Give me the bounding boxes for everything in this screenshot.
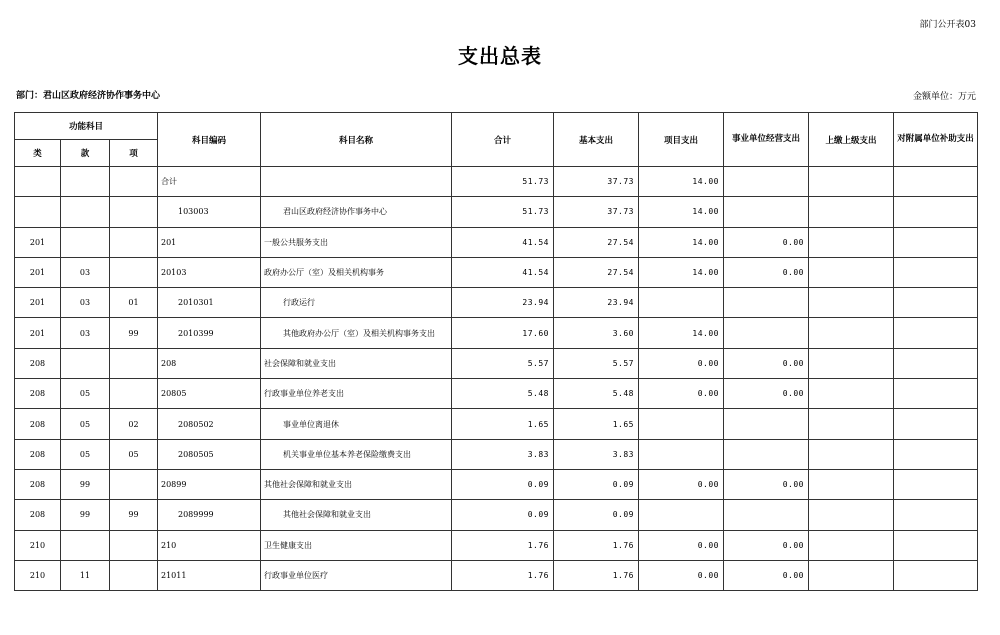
cell-name: 其他社会保障和就业支出 (261, 500, 452, 530)
cell-kuan (61, 530, 110, 560)
cell-xiang: 05 (110, 439, 158, 469)
cell-basic: 1.65 (554, 409, 639, 439)
cell-subsidy (894, 409, 978, 439)
cell-project: 0.00 (639, 348, 724, 378)
table-row (15, 500, 978, 530)
cell-xiang (110, 348, 158, 378)
cell-business: 0.00 (724, 348, 809, 378)
cell-xiang (110, 167, 158, 197)
cell-total: 51.73 (452, 167, 554, 197)
cell-subsidy (894, 560, 978, 590)
cell-lei (15, 197, 61, 227)
cell-basic: 37.73 (554, 197, 639, 227)
cell-name: 一般公共服务支出 (261, 227, 452, 257)
cell-xiang: 99 (110, 500, 158, 530)
cell-kuan: 05 (61, 439, 110, 469)
cell-code: 20899 (158, 469, 261, 499)
cell-name: 机关事业单位基本养老保险缴费支出 (261, 439, 452, 469)
cell-lei: 208 (15, 500, 61, 530)
cell-project: 0.00 (639, 530, 724, 560)
table-row (15, 167, 978, 197)
cell-business: 0.00 (724, 560, 809, 590)
cell-kuan: 03 (61, 257, 110, 287)
cell-kuan: 03 (61, 318, 110, 348)
table-row (15, 197, 978, 227)
cell-xiang (110, 257, 158, 287)
cell-kuan (61, 348, 110, 378)
cell-basic: 5.57 (554, 348, 639, 378)
cell-total: 41.54 (452, 227, 554, 257)
cell-project: 14.00 (639, 227, 724, 257)
unit-label: 金额单位：万元 (912, 92, 976, 102)
table-row (15, 409, 978, 439)
header-business: 事业单位经营支出 (724, 113, 809, 167)
header-subsidy: 对附属单位补助支出 (894, 113, 978, 167)
form-code: 部门公开表03 (919, 20, 976, 30)
cell-basic: 23.94 (554, 288, 639, 318)
cell-code: 20103 (158, 257, 261, 287)
header-name: 科目名称 (261, 113, 452, 167)
cell-project: 0.00 (639, 379, 724, 409)
header-function-group: 功能科目 (15, 113, 158, 140)
cell-subsidy (894, 318, 978, 348)
cell-lei: 210 (15, 530, 61, 560)
cell-business (724, 288, 809, 318)
cell-total: 41.54 (452, 257, 554, 287)
cell-total: 51.73 (452, 197, 554, 227)
cell-upper (809, 227, 894, 257)
header-code: 科目编码 (158, 113, 261, 167)
cell-xiang (110, 560, 158, 590)
table-row (15, 439, 978, 469)
cell-code: 201 (158, 227, 261, 257)
department-label: 部门：君山区政府经济协作事务中心 (16, 91, 161, 101)
cell-total: 5.57 (452, 348, 554, 378)
cell-total: 3.83 (452, 439, 554, 469)
cell-upper (809, 167, 894, 197)
cell-xiang (110, 530, 158, 560)
cell-project: 14.00 (639, 197, 724, 227)
table-row (15, 257, 978, 287)
cell-kuan (61, 197, 110, 227)
cell-subsidy (894, 197, 978, 227)
cell-business (724, 167, 809, 197)
cell-business: 0.00 (724, 227, 809, 257)
cell-project: 14.00 (639, 257, 724, 287)
cell-upper (809, 379, 894, 409)
page-title: 支出总表 (458, 44, 542, 68)
expenditure-table (14, 112, 978, 591)
table-row (15, 227, 978, 257)
cell-business (724, 409, 809, 439)
table-row (15, 530, 978, 560)
cell-lei: 201 (15, 288, 61, 318)
cell-subsidy (894, 439, 978, 469)
cell-kuan: 03 (61, 288, 110, 318)
cell-xiang (110, 469, 158, 499)
table-row (15, 379, 978, 409)
header-project: 项目支出 (639, 113, 724, 167)
cell-subsidy (894, 348, 978, 378)
cell-code: 合计 (158, 167, 261, 197)
cell-name: 事业单位离退休 (261, 409, 452, 439)
cell-code: 2080505 (158, 439, 261, 469)
cell-basic: 27.54 (554, 257, 639, 287)
cell-basic: 37.73 (554, 167, 639, 197)
cell-upper (809, 469, 894, 499)
cell-business: 0.00 (724, 530, 809, 560)
cell-basic: 1.76 (554, 560, 639, 590)
cell-kuan: 11 (61, 560, 110, 590)
cell-lei: 201 (15, 227, 61, 257)
cell-project (639, 500, 724, 530)
cell-code: 21011 (158, 560, 261, 590)
cell-basic: 0.09 (554, 500, 639, 530)
cell-upper (809, 257, 894, 287)
table-row (15, 318, 978, 348)
cell-project: 0.00 (639, 469, 724, 499)
cell-code: 103003 (158, 197, 261, 227)
cell-name: 社会保障和就业支出 (261, 348, 452, 378)
cell-xiang: 02 (110, 409, 158, 439)
cell-total: 17.60 (452, 318, 554, 348)
cell-lei: 208 (15, 379, 61, 409)
cell-lei: 201 (15, 318, 61, 348)
cell-subsidy (894, 288, 978, 318)
cell-business: 0.00 (724, 469, 809, 499)
cell-subsidy (894, 257, 978, 287)
cell-lei: 201 (15, 257, 61, 287)
cell-xiang (110, 227, 158, 257)
cell-name: 行政事业单位医疗 (261, 560, 452, 590)
cell-business: 0.00 (724, 257, 809, 287)
cell-kuan: 05 (61, 379, 110, 409)
header-upper: 上缴上级支出 (809, 113, 894, 167)
cell-kuan (61, 167, 110, 197)
cell-code: 20805 (158, 379, 261, 409)
cell-name: 卫生健康支出 (261, 530, 452, 560)
cell-xiang: 01 (110, 288, 158, 318)
cell-subsidy (894, 500, 978, 530)
cell-total: 1.65 (452, 409, 554, 439)
cell-basic: 27.54 (554, 227, 639, 257)
cell-upper (809, 560, 894, 590)
cell-code: 2010301 (158, 288, 261, 318)
cell-kuan: 05 (61, 409, 110, 439)
cell-xiang (110, 379, 158, 409)
cell-name (261, 167, 452, 197)
cell-name: 君山区政府经济协作事务中心 (261, 197, 452, 227)
cell-upper (809, 288, 894, 318)
cell-basic: 3.60 (554, 318, 639, 348)
cell-upper (809, 500, 894, 530)
cell-kuan: 99 (61, 500, 110, 530)
cell-business (724, 197, 809, 227)
cell-lei: 208 (15, 348, 61, 378)
cell-lei: 210 (15, 560, 61, 590)
table-row (15, 288, 978, 318)
cell-project: 14.00 (639, 318, 724, 348)
header-xiang: 项 (110, 140, 158, 167)
cell-total: 5.48 (452, 379, 554, 409)
cell-business (724, 439, 809, 469)
cell-business: 0.00 (724, 379, 809, 409)
cell-name: 行政运行 (261, 288, 452, 318)
cell-upper (809, 197, 894, 227)
header-basic: 基本支出 (554, 113, 639, 167)
cell-upper (809, 439, 894, 469)
cell-total: 0.09 (452, 469, 554, 499)
cell-basic: 1.76 (554, 530, 639, 560)
table-body (15, 167, 978, 591)
cell-subsidy (894, 227, 978, 257)
cell-business (724, 318, 809, 348)
cell-subsidy (894, 167, 978, 197)
cell-project (639, 288, 724, 318)
cell-total: 1.76 (452, 560, 554, 590)
cell-name: 行政事业单位养老支出 (261, 379, 452, 409)
table-row (15, 348, 978, 378)
cell-total: 23.94 (452, 288, 554, 318)
cell-code: 2010399 (158, 318, 261, 348)
cell-project (639, 409, 724, 439)
cell-subsidy (894, 379, 978, 409)
header-total: 合计 (452, 113, 554, 167)
cell-upper (809, 318, 894, 348)
cell-basic: 3.83 (554, 439, 639, 469)
cell-xiang: 99 (110, 318, 158, 348)
cell-upper (809, 348, 894, 378)
cell-project: 0.00 (639, 560, 724, 590)
table-row (15, 469, 978, 499)
table-row (15, 560, 978, 590)
cell-lei: 208 (15, 409, 61, 439)
header-kuan: 款 (61, 140, 110, 167)
cell-kuan: 99 (61, 469, 110, 499)
cell-basic: 0.09 (554, 469, 639, 499)
cell-code: 2080502 (158, 409, 261, 439)
cell-code: 208 (158, 348, 261, 378)
cell-name: 其他政府办公厅（室）及相关机构事务支出 (261, 318, 452, 348)
cell-subsidy (894, 469, 978, 499)
cell-code: 2089999 (158, 500, 261, 530)
cell-total: 1.76 (452, 530, 554, 560)
cell-lei: 208 (15, 439, 61, 469)
cell-kuan (61, 227, 110, 257)
cell-total: 0.09 (452, 500, 554, 530)
cell-lei (15, 167, 61, 197)
cell-project (639, 439, 724, 469)
cell-project: 14.00 (639, 167, 724, 197)
cell-name: 其他社会保障和就业支出 (261, 469, 452, 499)
header-lei: 类 (15, 140, 61, 167)
cell-xiang (110, 197, 158, 227)
cell-upper (809, 530, 894, 560)
cell-basic: 5.48 (554, 379, 639, 409)
cell-business (724, 500, 809, 530)
cell-name: 政府办公厅（室）及相关机构事务 (261, 257, 452, 287)
cell-code: 210 (158, 530, 261, 560)
cell-upper (809, 409, 894, 439)
cell-subsidy (894, 530, 978, 560)
cell-lei: 208 (15, 469, 61, 499)
